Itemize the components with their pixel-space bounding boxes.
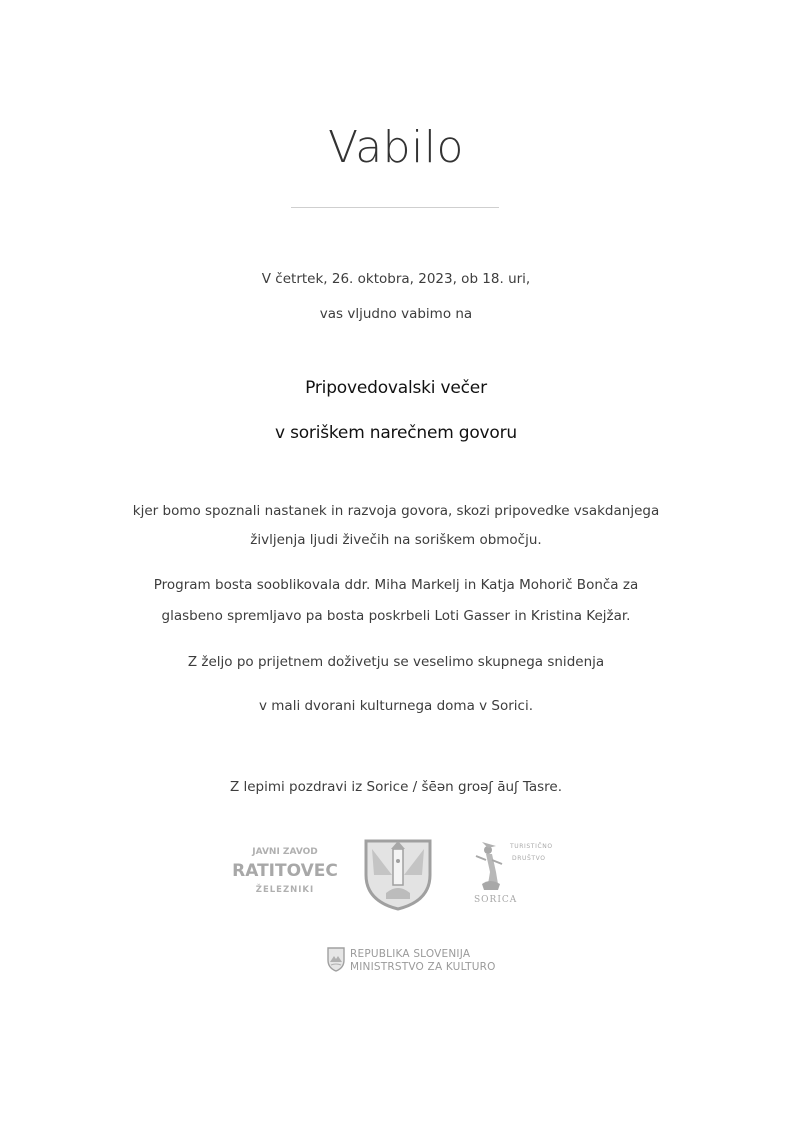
sorica-coat-of-arms-logo — [362, 835, 434, 913]
event-title-line1: Pripovedovalski večer — [305, 378, 487, 398]
intro-date-line: V četrtek, 26. oktobra, 2023, ob 18. uri, — [261, 271, 531, 287]
coat-of-arms-icon — [362, 835, 434, 913]
ministry-line1: REPUBLIKA SLOVENIJA — [350, 948, 471, 960]
turisticno-drustvo-sorica-logo — [468, 838, 558, 908]
ministry-text — [350, 948, 496, 974]
ratitovec-logo-graphic — [230, 840, 340, 900]
title-divider — [291, 207, 499, 208]
body-p2-line2: glasbeno spremljavo pa bosta poskrbeli Loti Gasser in Kristina Kejžar. — [161, 608, 631, 624]
body-p1-line2: življenja ljudi živečih na soriškem območju. — [250, 532, 542, 548]
sorica-dancer-icon — [468, 838, 558, 908]
event-title-line2: v soriškem narečnem govoru — [275, 423, 517, 443]
partner-logos — [230, 810, 570, 930]
slovenia-shield-icon — [326, 946, 346, 972]
body-p3-line2: v mali dvorani kulturnega doma v Sorici. — [258, 698, 534, 714]
body-p2-line1: Program bosta sooblikovala ddr. Miha Markelj in Katja Mohorič Bonča za — [153, 577, 639, 593]
page-title: Vabilo — [328, 122, 464, 173]
body-p3-line1: Z željo po prijetnem doživetju se veselimo skupnega snidenja — [187, 654, 605, 670]
ministry-of-culture-logo — [326, 946, 496, 976]
ratitovec-bottom-text: ŽELEZNIKI — [255, 885, 315, 895]
sorica-top-text: TURISTIČNO — [510, 843, 553, 850]
ratitovec-top-text: JAVNI ZAVOD — [252, 847, 318, 857]
ratitovec-main-text: RATITOVEC — [232, 861, 338, 881]
ministry-line2: MINISTRSTVO ZA KULTURO — [350, 961, 496, 973]
sorica-name-text: SORICA — [474, 895, 518, 905]
closing-greeting: Z lepimi pozdravi iz Sorice / šēən groəʃ āuʃ Tasre. — [229, 779, 563, 795]
ratitovec-logo — [230, 840, 340, 900]
sorica-middle-text: DRUŠTVO — [512, 855, 546, 862]
intro-invite-line: vas vljudno vabimo na — [319, 306, 473, 322]
body-p1-line1: kjer bomo spoznali nastanek in razvoja govora, skozi pripovedke vsakdanjega — [132, 503, 660, 519]
